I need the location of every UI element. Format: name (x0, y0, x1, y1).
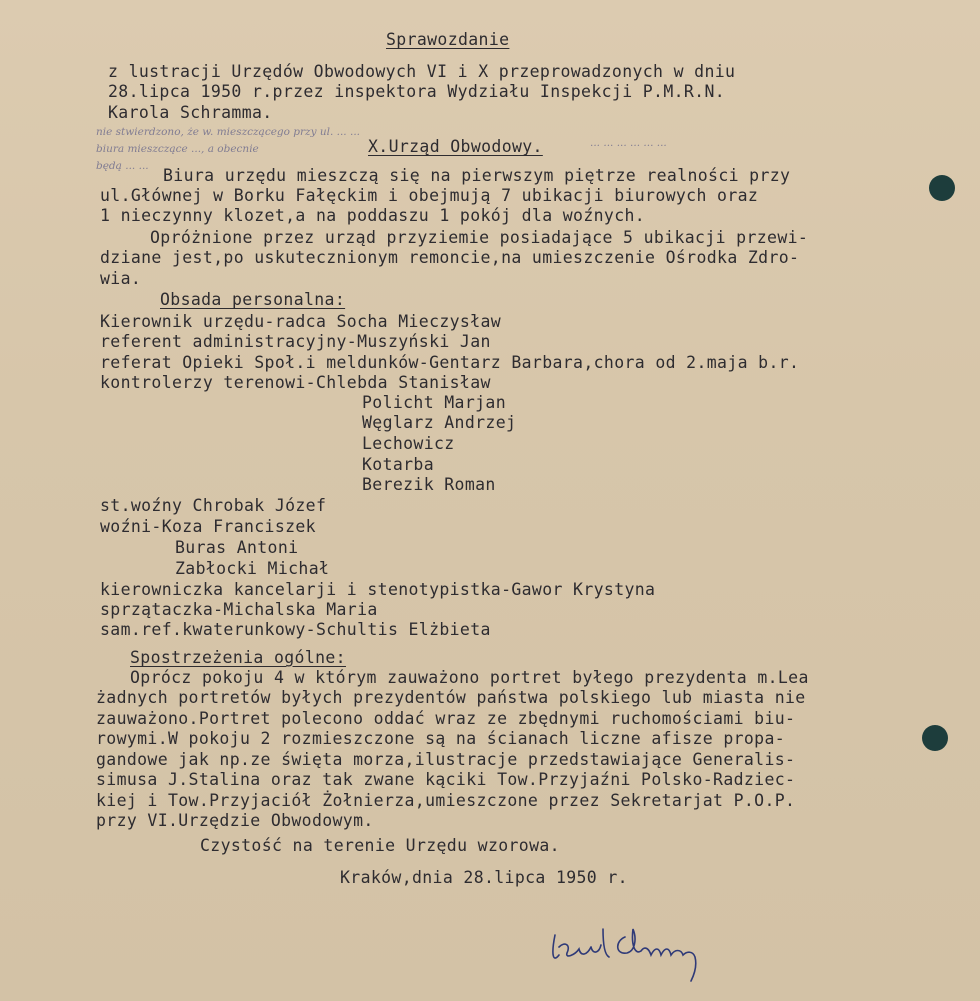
staff-line: kontrolerzy terenowi-Chlebda Stanisław (100, 373, 491, 392)
document-title: Sprawozdanie (386, 30, 510, 49)
observation-line: żadnych portretów byłych prezydentów państwa polskiego lub miasta nie (96, 688, 806, 707)
staff-line: referent administracyjny-Muszyński Jan (100, 332, 491, 351)
office-staff-line: sprzątaczka-Michalska Maria (100, 600, 378, 619)
controller-name: Lechowicz (362, 434, 455, 453)
handwritten-note-line-1: nie stwierdzono, że w. mieszczącego przy ul. ... ... (96, 126, 360, 138)
caretaker-line: woźni-Koza Franciszek (100, 517, 316, 536)
caretaker-name: Buras Antoni (175, 538, 299, 557)
punch-hole (922, 725, 948, 751)
para1-line-3: 1 nieczynny klozet,a na poddaszu 1 pokój dla woźnych. (100, 206, 646, 225)
observation-line: przy VI.Urzędzie Obwodowym. (96, 811, 374, 830)
observation-line: Oprócz pokoju 4 w którym zauważono portret byłego prezydenta m.Lea (130, 668, 809, 687)
handwritten-note-line-3: ... ... ... ... ... ... (590, 137, 667, 149)
office-staff-line: kierowniczka kancelarji i stenotypistka-Gawor Krystyna (100, 580, 656, 599)
observation-line: rowymi.W pokoju 2 rozmieszczone są na ścianach liczne afisze propa- (96, 729, 786, 748)
observation-line: kiej i Tow.Przyjaciół Żołnierza,umieszczone przez Sekretarjat P.O.P. (96, 791, 796, 810)
handwritten-note-line-2: biura mieszczące ..., a obecnie (96, 143, 259, 155)
intro-line-3: Karola Schramma. (108, 103, 273, 122)
controller-name: Kotarba (362, 455, 434, 474)
observations-heading: Spostrzeżenia ogólne: (130, 648, 346, 667)
controller-name: Policht Marjan (362, 393, 506, 412)
observation-line: zauważono.Portret polecono oddać wraz ze zbędnymi ruchomościami biu- (96, 709, 796, 728)
staff-line: referat Opieki Społ.i meldunków-Gentarz Barbara,chora od 2.maja b.r. (100, 353, 800, 372)
caretaker-name: Zabłocki Michał (175, 559, 330, 578)
section-title: X.Urząd Obwodowy. (368, 137, 543, 156)
caretaker-line: st.woźny Chrobak Józef (100, 496, 327, 515)
handwritten-signature (545, 915, 725, 985)
office-staff-line: sam.ref.kwaterunkowy-Schultis Elżbieta (100, 620, 491, 639)
intro-line-2: 28.lipca 1950 r.przez inspektora Wydziału Inspekcji P.M.R.N. (108, 82, 726, 101)
intro-line-1: z lustracji Urzędów Obwodowych VI i X przeprowadzonych w dniu (108, 62, 736, 81)
staff-line: Kierownik urzędu-radca Socha Mieczysław (100, 312, 502, 331)
punch-hole (929, 175, 955, 201)
para2-line-2: dziane jest,po uskutecznionym remoncie,na umieszczenie Ośrodka Zdro- (100, 248, 800, 267)
staff-heading: Obsada personalna: (160, 290, 346, 309)
handwritten-note-line-4: będą ... ... (96, 160, 149, 172)
controller-name: Węglarz Andrzej (362, 413, 517, 432)
observation-line: gandowe jak np.ze święta morza,ilustracje przedstawiające Generalis- (96, 750, 796, 769)
para1-line-1: Biura urzędu mieszczą się na pierwszym piętrze realności przy (163, 166, 791, 185)
observation-line: simusa J.Stalina oraz tak zwane kąciki Tow.Przyjaźni Polsko-Radziec- (96, 770, 796, 789)
para2-line-1: Opróżnione przez urząd przyziemie posiadające 5 ubikacji przewi- (150, 228, 809, 247)
cleanliness-line: Czystość na terenie Urzędu wzorowa. (200, 836, 560, 855)
place-date-line: Kraków,dnia 28.lipca 1950 r. (340, 868, 628, 887)
para1-line-2: ul.Głównej w Borku Fałęckim i obejmują 7 ubikacji biurowych oraz (100, 186, 759, 205)
para2-line-3: wia. (100, 269, 142, 288)
controller-name: Berezik Roman (362, 475, 496, 494)
